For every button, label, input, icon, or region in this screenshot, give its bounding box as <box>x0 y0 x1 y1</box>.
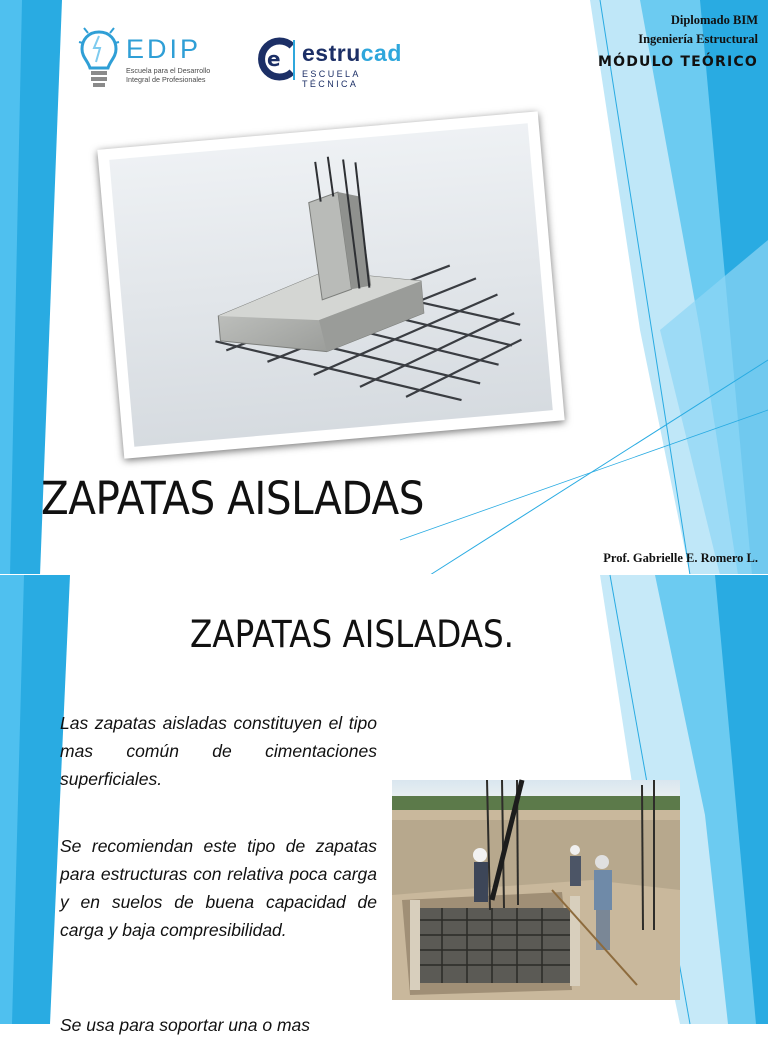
course-specialty: Ingeniería Estructural <box>638 32 758 46</box>
author-name: Prof. Gabrielle E. Romero L. <box>603 551 758 565</box>
module-label: MÓDULO TEÓRICO <box>598 54 758 70</box>
estrucad-wordmark-part1: estru <box>302 40 361 66</box>
footing-render-photo <box>97 111 564 458</box>
paragraph-3: Se usa para soportar una o mas <box>60 1015 311 1035</box>
edip-tagline-line1: Escuela para el Desarrollo <box>126 66 211 75</box>
edip-wordmark: EDIP <box>126 34 202 64</box>
construction-site-photo <box>392 780 680 1000</box>
paragraph-2: Se recomiendan este tipo de zapatas para estructuras con relativa poca carga y en suelos de buena capacidad de carga y baja compresibilidad. <box>60 836 377 940</box>
slide-title: ZAPATAS AISLADAS <box>41 472 424 525</box>
edip-logo <box>78 26 228 94</box>
lightbulb-icon <box>78 26 120 94</box>
course-name: Diplomado BIM <box>670 13 758 27</box>
content-title: ZAPATAS AISLADAS. <box>190 613 515 656</box>
paragraph-1: Las zapatas aisladas constituyen el tipo mas común de cimentaciones superficiales. <box>60 713 377 789</box>
estrucad-wordmark-part2: cad <box>360 40 402 66</box>
estrucad-emblem-icon <box>256 36 296 82</box>
svg-text:e: e <box>267 47 281 71</box>
footing-render-image <box>109 123 553 447</box>
estrucad-logo <box>256 36 416 89</box>
content-slide <box>0 575 768 1035</box>
estrucad-wordmark <box>302 40 402 67</box>
edip-tagline <box>126 66 246 84</box>
edip-tagline-line2: Integral de Profesionales <box>126 75 206 84</box>
estrucad-subtitle: ESCUELA TÉCNICA <box>302 69 361 89</box>
